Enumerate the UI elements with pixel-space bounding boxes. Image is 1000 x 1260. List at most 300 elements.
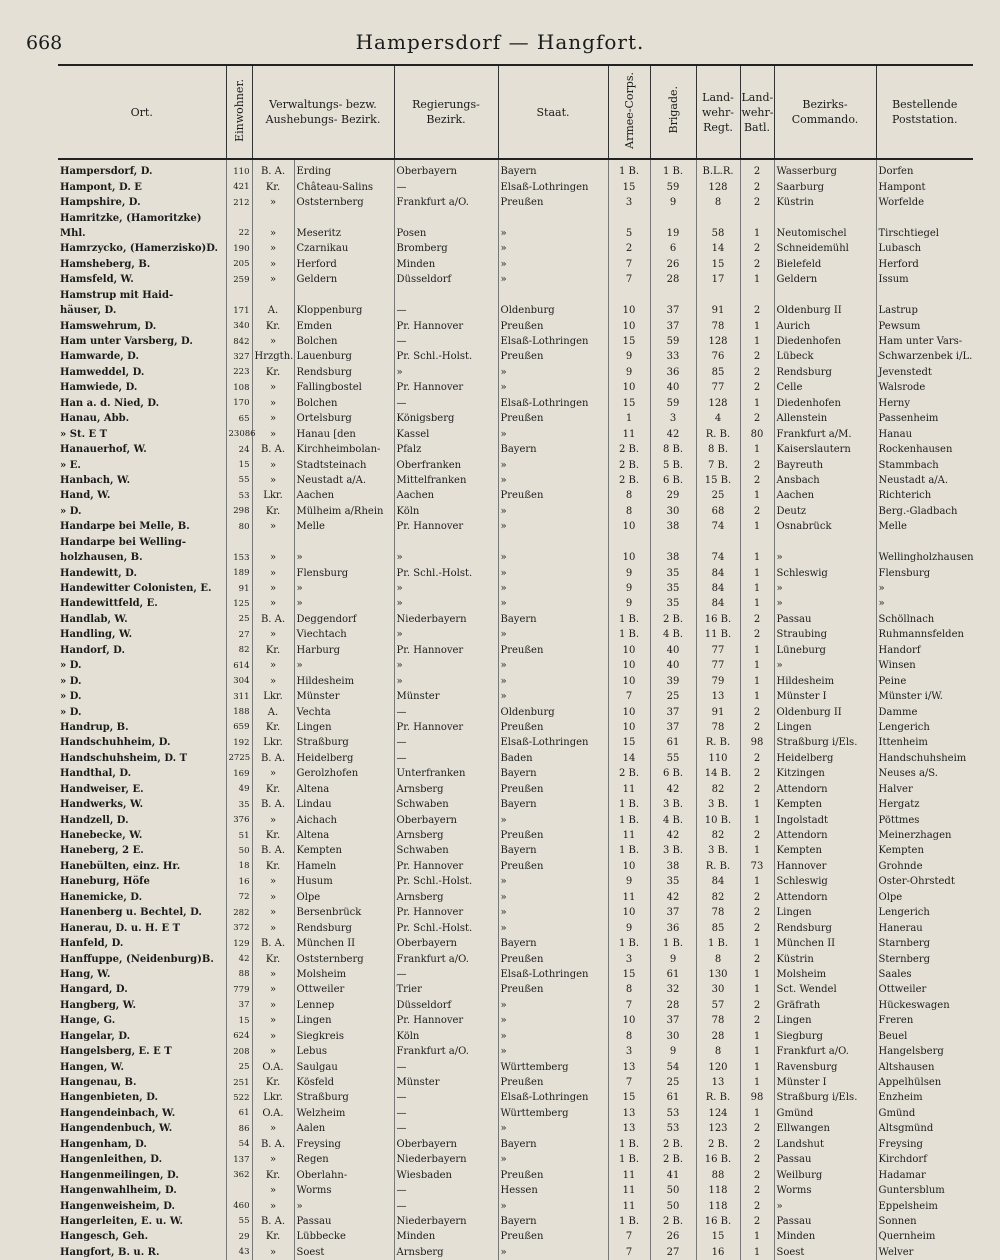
table-row — [58, 226, 973, 241]
cell-amt: A. — [252, 303, 294, 318]
table-row — [58, 673, 973, 688]
cell-landwehr-regt: 85 — [696, 920, 740, 935]
cell-staat: Elsaß-Lothringen — [498, 334, 608, 349]
cell-regierungsbezirk: » — [394, 658, 498, 673]
cell-einwohner: 35 — [226, 797, 252, 812]
cell-brigade: 59 — [650, 179, 696, 194]
table-row — [58, 859, 973, 874]
cell-bezirk: Flensburg — [294, 565, 394, 580]
cell-brigade: 54 — [650, 1059, 696, 1074]
cell-landwehr-batl: 2 — [740, 411, 774, 426]
cell-amt: » — [252, 905, 294, 920]
cell-brigade: 61 — [650, 967, 696, 982]
cell-landwehr-regt: R. B. — [696, 1090, 740, 1105]
cell-regierungsbezirk — [394, 535, 498, 550]
table-row — [58, 905, 973, 920]
cell-poststation: Damme — [876, 704, 973, 719]
cell-ort: Handarpe bei Melle, B. — [58, 519, 226, 534]
col-header-landwehr-regt: Land- wehr- Regt. — [696, 65, 740, 159]
table-row — [58, 303, 973, 318]
cell-regierungsbezirk: — — [394, 1090, 498, 1105]
cell-amt: B. A. — [252, 612, 294, 627]
table-row — [58, 967, 973, 982]
cell-landwehr-regt: 16 B. — [696, 612, 740, 627]
cell-regierungsbezirk: Oberbayern — [394, 159, 498, 179]
cell-bezirk: Fallingbostel — [294, 380, 394, 395]
cell-brigade: 26 — [650, 257, 696, 272]
cell-amt: » — [252, 272, 294, 287]
cell-brigade: 59 — [650, 334, 696, 349]
cell-ort: » D. — [58, 504, 226, 519]
cell-armeecorps: 11 — [608, 1198, 650, 1213]
cell-brigade: 28 — [650, 998, 696, 1013]
cell-landwehr-regt: R. B. — [696, 859, 740, 874]
cell-landwehr-regt: 77 — [696, 643, 740, 658]
cell-landwehr-regt: 91 — [696, 704, 740, 719]
cell-landwehr-batl: 2 — [740, 349, 774, 364]
cell-amt: Kr. — [252, 365, 294, 380]
cell-staat: Preußen — [498, 859, 608, 874]
cell-bezirkscommando: » — [774, 1198, 876, 1213]
cell-einwohner: 169 — [226, 766, 252, 781]
cell-bezirkscommando: Ravensburg — [774, 1059, 876, 1074]
cell-landwehr-batl: 80 — [740, 426, 774, 441]
cell-staat: » — [498, 812, 608, 827]
cell-einwohner: 91 — [226, 581, 252, 596]
cell-einwohner: 614 — [226, 658, 252, 673]
cell-armeecorps — [608, 288, 650, 303]
cell-landwehr-batl: 1 — [740, 1059, 774, 1074]
cell-bezirk: Molsheim — [294, 967, 394, 982]
cell-landwehr-batl: 1 — [740, 272, 774, 287]
cell-landwehr-regt: 3 B. — [696, 843, 740, 858]
table-row — [58, 550, 973, 565]
cell-bezirk: Ortelsburg — [294, 411, 394, 426]
col-header-brigade-text: Brigade. — [666, 86, 680, 134]
cell-ort: Handlab, W. — [58, 612, 226, 627]
cell-brigade: 41 — [650, 1167, 696, 1182]
cell-einwohner: 27 — [226, 627, 252, 642]
table-row — [58, 735, 973, 750]
cell-bezirk: Neustadt a/A. — [294, 473, 394, 488]
cell-regierungsbezirk: » — [394, 627, 498, 642]
cell-bezirk: Husum — [294, 874, 394, 889]
cell-ort: Handthal, D. — [58, 766, 226, 781]
cell-bezirk: Regen — [294, 1152, 394, 1167]
cell-poststation: Issum — [876, 272, 973, 287]
cell-regierungsbezirk: — — [394, 967, 498, 982]
cell-bezirk: Gerolzhofen — [294, 766, 394, 781]
cell-brigade: 36 — [650, 365, 696, 380]
cell-ort: Hangendenbuch, W. — [58, 1121, 226, 1136]
table-row — [58, 426, 973, 441]
cell-poststation: Münster i/W. — [876, 689, 973, 704]
cell-armeecorps: 11 — [608, 1167, 650, 1182]
cell-ort: » D. — [58, 658, 226, 673]
cell-landwehr-batl: 1 — [740, 1029, 774, 1044]
cell-poststation: Gmünd — [876, 1106, 973, 1121]
table-row — [58, 843, 973, 858]
cell-poststation: Halver — [876, 782, 973, 797]
cell-einwohner: 54 — [226, 1137, 252, 1152]
cell-ort: Hanfeld, D. — [58, 936, 226, 951]
cell-poststation: Beuel — [876, 1029, 973, 1044]
cell-ort: Handzell, D. — [58, 812, 226, 827]
table-row — [58, 874, 973, 889]
cell-staat: » — [498, 257, 608, 272]
cell-brigade: 37 — [650, 318, 696, 333]
cell-poststation: Hadamar — [876, 1167, 973, 1182]
table-header-row — [58, 65, 973, 159]
cell-regierungsbezirk: Pr. Hannover — [394, 519, 498, 534]
cell-landwehr-batl: 2 — [740, 1214, 774, 1229]
cell-amt: B. A. — [252, 159, 294, 179]
cell-poststation: Ham unter Vars- — [876, 334, 973, 349]
cell-brigade: 53 — [650, 1121, 696, 1136]
cell-armeecorps: 10 — [608, 643, 650, 658]
cell-landwehr-batl: 2 — [740, 1137, 774, 1152]
cell-regierungsbezirk: Pr. Schl.-Holst. — [394, 565, 498, 580]
cell-armeecorps: 1 B. — [608, 936, 650, 951]
cell-bezirkscommando: Rendsburg — [774, 365, 876, 380]
cell-armeecorps: 11 — [608, 782, 650, 797]
cell-staat: Preußen — [498, 643, 608, 658]
cell-poststation: Welver — [876, 1245, 973, 1260]
cell-landwehr-regt: 82 — [696, 828, 740, 843]
cell-landwehr-batl: 2 — [740, 951, 774, 966]
cell-bezirkscommando: Passau — [774, 1214, 876, 1229]
cell-armeecorps: 1 B. — [608, 627, 650, 642]
cell-landwehr-regt: 110 — [696, 751, 740, 766]
cell-einwohner: 43 — [226, 1245, 252, 1260]
cell-regierungsbezirk: Frankfurt a/O. — [394, 1044, 498, 1059]
cell-landwehr-batl — [740, 210, 774, 225]
col-header-bezirkscommando: Bezirks- Commando. — [774, 65, 876, 159]
cell-poststation: Oster-Ohrstedt — [876, 874, 973, 889]
table-row — [58, 1059, 973, 1074]
table-row — [58, 689, 973, 704]
cell-staat: Bayern — [498, 766, 608, 781]
cell-bezirk: Stadtsteinach — [294, 457, 394, 472]
cell-ort: Hampont, D. E — [58, 179, 226, 194]
cell-bezirk: Lindau — [294, 797, 394, 812]
cell-brigade: 2 B. — [650, 1137, 696, 1152]
cell-brigade: 35 — [650, 565, 696, 580]
col-header-armeecorps — [608, 65, 650, 159]
cell-staat: Bayern — [498, 843, 608, 858]
cell-ort: Hanebülten, einz. Hr. — [58, 859, 226, 874]
cell-ort: Handling, W. — [58, 627, 226, 642]
cell-bezirkscommando: Straßburg i/Els. — [774, 735, 876, 750]
cell-bezirk: » — [294, 596, 394, 611]
cell-regierungsbezirk: Minden — [394, 1229, 498, 1244]
cell-staat: Bayern — [498, 442, 608, 457]
cell-amt: » — [252, 874, 294, 889]
cell-landwehr-batl: 2 — [740, 1167, 774, 1182]
cell-staat: Elsaß-Lothringen — [498, 967, 608, 982]
cell-landwehr-batl: 1 — [740, 982, 774, 997]
cell-amt: Kr. — [252, 828, 294, 843]
cell-regierungsbezirk: Minden — [394, 257, 498, 272]
cell-staat: Elsaß-Lothringen — [498, 396, 608, 411]
cell-regierungsbezirk: Oberfranken — [394, 457, 498, 472]
cell-landwehr-regt: 77 — [696, 658, 740, 673]
cell-ort: » D. — [58, 689, 226, 704]
cell-amt: B. A. — [252, 843, 294, 858]
cell-bezirkscommando: » — [774, 550, 876, 565]
cell-bezirkscommando: Lüneburg — [774, 643, 876, 658]
cell-brigade: 4 B. — [650, 627, 696, 642]
cell-poststation: Hergatz — [876, 797, 973, 812]
cell-einwohner: 251 — [226, 1075, 252, 1090]
cell-armeecorps: 15 — [608, 396, 650, 411]
cell-amt: » — [252, 766, 294, 781]
table-row — [58, 1090, 973, 1105]
cell-brigade: 36 — [650, 920, 696, 935]
cell-landwehr-batl: 2 — [740, 998, 774, 1013]
cell-landwehr-regt: 84 — [696, 596, 740, 611]
cell-ort: Hangenau, B. — [58, 1075, 226, 1090]
cell-staat: Bayern — [498, 1214, 608, 1229]
cell-ort: Hamweddel, D. — [58, 365, 226, 380]
cell-landwehr-regt: 16 — [696, 1245, 740, 1260]
cell-bezirkscommando: Rendsburg — [774, 920, 876, 935]
cell-brigade: 53 — [650, 1106, 696, 1121]
cell-poststation: Lastrup — [876, 303, 973, 318]
cell-ort: Han a. d. Nied, D. — [58, 396, 226, 411]
cell-brigade: 3 B. — [650, 797, 696, 812]
cell-amt: B. A. — [252, 1137, 294, 1152]
cell-bezirk: Altena — [294, 828, 394, 843]
table-row — [58, 982, 973, 997]
cell-bezirk: Geldern — [294, 272, 394, 287]
cell-staat: Baden — [498, 751, 608, 766]
cell-einwohner — [226, 288, 252, 303]
cell-landwehr-batl: 1 — [740, 673, 774, 688]
cell-amt — [252, 288, 294, 303]
cell-amt: » — [252, 1198, 294, 1213]
table-row — [58, 334, 973, 349]
cell-staat: » — [498, 874, 608, 889]
cell-staat: » — [498, 1029, 608, 1044]
cell-regierungsbezirk: Pfalz — [394, 442, 498, 457]
cell-regierungsbezirk: — — [394, 704, 498, 719]
cell-armeecorps: 15 — [608, 1090, 650, 1105]
cell-regierungsbezirk: Oberbayern — [394, 936, 498, 951]
cell-armeecorps: 7 — [608, 272, 650, 287]
table-row — [58, 1075, 973, 1090]
cell-armeecorps: 1 B. — [608, 843, 650, 858]
cell-poststation: Herny — [876, 396, 973, 411]
cell-armeecorps — [608, 210, 650, 225]
table-row — [58, 1029, 973, 1044]
cell-brigade: 27 — [650, 1245, 696, 1260]
cell-einwohner: 42 — [226, 951, 252, 966]
cell-armeecorps: 3 — [608, 1044, 650, 1059]
table-row — [58, 890, 973, 905]
cell-ort: Hangenweisheim, D. — [58, 1198, 226, 1213]
cell-armeecorps: 13 — [608, 1059, 650, 1074]
cell-amt: » — [252, 565, 294, 580]
cell-ort: Hand, W. — [58, 488, 226, 503]
cell-poststation: » — [876, 596, 973, 611]
table-row — [58, 1106, 973, 1121]
cell-ort: Hangfort, B. u. R. — [58, 1245, 226, 1260]
cell-poststation: Sonnen — [876, 1214, 973, 1229]
cell-ort: Hanerau, D. u. H. E T — [58, 920, 226, 935]
cell-regierungsbezirk: Pr. Hannover — [394, 318, 498, 333]
cell-bezirkscommando — [774, 288, 876, 303]
cell-landwehr-batl: 1 — [740, 488, 774, 503]
cell-armeecorps: 2 — [608, 241, 650, 256]
table-row — [58, 704, 973, 719]
cell-landwehr-regt: 91 — [696, 303, 740, 318]
cell-einwohner: 212 — [226, 195, 252, 210]
cell-einwohner — [226, 210, 252, 225]
cell-einwohner: 171 — [226, 303, 252, 318]
cell-regierungsbezirk: Arnsberg — [394, 782, 498, 797]
cell-landwehr-regt: 74 — [696, 519, 740, 534]
cell-staat: » — [498, 272, 608, 287]
cell-ort: Hange, G. — [58, 1013, 226, 1028]
table-row — [58, 349, 973, 364]
cell-einwohner: 22 — [226, 226, 252, 241]
cell-armeecorps: 10 — [608, 658, 650, 673]
cell-regierungsbezirk: Pr. Hannover — [394, 905, 498, 920]
cell-brigade: 42 — [650, 890, 696, 905]
cell-einwohner: 372 — [226, 920, 252, 935]
cell-brigade: 8 B. — [650, 442, 696, 457]
cell-bezirkscommando: Osnabrück — [774, 519, 876, 534]
cell-amt: » — [252, 627, 294, 642]
cell-bezirkscommando: Heidelberg — [774, 751, 876, 766]
cell-ort: Hangen, W. — [58, 1059, 226, 1074]
cell-regierungsbezirk: Pr. Hannover — [394, 380, 498, 395]
cell-landwehr-regt: 130 — [696, 967, 740, 982]
gazetteer-table-frame — [58, 64, 974, 1258]
cell-bezirkscommando: Münster I — [774, 689, 876, 704]
cell-einwohner: 311 — [226, 689, 252, 704]
cell-regierungsbezirk: Pr. Hannover — [394, 1013, 498, 1028]
cell-amt: » — [252, 998, 294, 1013]
cell-landwehr-batl: 2 — [740, 766, 774, 781]
cell-bezirkscommando: Kempten — [774, 843, 876, 858]
cell-brigade: 30 — [650, 1029, 696, 1044]
cell-staat: » — [498, 1152, 608, 1167]
table-row — [58, 210, 973, 225]
cell-bezirkscommando: Attendorn — [774, 890, 876, 905]
cell-poststation: Ruhmannsfelden — [876, 627, 973, 642]
cell-bezirk: Aalen — [294, 1121, 394, 1136]
cell-poststation: Flensburg — [876, 565, 973, 580]
cell-staat: Preußen — [498, 782, 608, 797]
cell-amt: » — [252, 334, 294, 349]
cell-bezirkscommando: Straßburg i/Els. — [774, 1090, 876, 1105]
cell-bezirkscommando: Ellwangen — [774, 1121, 876, 1136]
cell-bezirk: Aichach — [294, 812, 394, 827]
cell-ort: » D. — [58, 704, 226, 719]
cell-landwehr-batl: 1 — [740, 936, 774, 951]
cell-ort: Hangenham, D. — [58, 1137, 226, 1152]
cell-poststation: Meinerzhagen — [876, 828, 973, 843]
cell-poststation: Altshausen — [876, 1059, 973, 1074]
cell-bezirk: Lübbecke — [294, 1229, 394, 1244]
cell-landwehr-batl: 1 — [740, 658, 774, 673]
cell-staat: » — [498, 890, 608, 905]
cell-ort: Ham unter Varsberg, D. — [58, 334, 226, 349]
cell-regierungsbezirk: Köln — [394, 504, 498, 519]
cell-poststation: Kirchdorf — [876, 1152, 973, 1167]
cell-brigade: 40 — [650, 643, 696, 658]
cell-amt: Kr. — [252, 1167, 294, 1182]
cell-amt: Kr. — [252, 1075, 294, 1090]
cell-landwehr-regt: 84 — [696, 581, 740, 596]
cell-landwehr-regt: 77 — [696, 380, 740, 395]
cell-bezirk: Kösfeld — [294, 1075, 394, 1090]
cell-brigade: 2 B. — [650, 1214, 696, 1229]
cell-poststation: Winsen — [876, 658, 973, 673]
cell-amt: » — [252, 982, 294, 997]
cell-armeecorps: 9 — [608, 596, 650, 611]
cell-einwohner: 421 — [226, 179, 252, 194]
table-row — [58, 1198, 973, 1213]
cell-poststation: Quernheim — [876, 1229, 973, 1244]
table-row — [58, 998, 973, 1013]
cell-armeecorps: 9 — [608, 349, 650, 364]
cell-landwehr-batl: 1 — [740, 689, 774, 704]
cell-bezirkscommando: Lingen — [774, 905, 876, 920]
cell-bezirk: Kirchheimbolan- — [294, 442, 394, 457]
table-row — [58, 473, 973, 488]
cell-staat: Württemberg — [498, 1106, 608, 1121]
cell-armeecorps: 10 — [608, 859, 650, 874]
cell-staat: » — [498, 226, 608, 241]
cell-poststation: Herford — [876, 257, 973, 272]
cell-landwehr-batl: 2 — [740, 720, 774, 735]
cell-landwehr-regt: 74 — [696, 550, 740, 565]
cell-staat: Preußen — [498, 828, 608, 843]
cell-poststation: Lengerich — [876, 720, 973, 735]
cell-staat: » — [498, 658, 608, 673]
cell-amt: » — [252, 473, 294, 488]
cell-amt: » — [252, 1121, 294, 1136]
table-row — [58, 159, 973, 179]
cell-landwehr-batl: 1 — [740, 581, 774, 596]
cell-bezirkscommando: Saarburg — [774, 179, 876, 194]
cell-staat: » — [498, 581, 608, 596]
cell-amt: Kr. — [252, 720, 294, 735]
cell-amt: B. A. — [252, 442, 294, 457]
cell-bezirkscommando — [774, 210, 876, 225]
cell-landwehr-regt: 16 B. — [696, 1214, 740, 1229]
cell-armeecorps: 9 — [608, 365, 650, 380]
cell-ort: Hamstrup mit Haid- — [58, 288, 226, 303]
cell-poststation: Appelhülsen — [876, 1075, 973, 1090]
cell-poststation: Peine — [876, 673, 973, 688]
cell-staat: » — [498, 426, 608, 441]
cell-amt: » — [252, 1152, 294, 1167]
cell-landwehr-batl: 2 — [740, 473, 774, 488]
cell-armeecorps: 1 B. — [608, 1152, 650, 1167]
cell-amt: A. — [252, 704, 294, 719]
cell-bezirk: Soest — [294, 1245, 394, 1260]
cell-einwohner: 327 — [226, 349, 252, 364]
cell-landwehr-batl: 1 — [740, 550, 774, 565]
cell-armeecorps: 14 — [608, 751, 650, 766]
cell-staat: » — [498, 1044, 608, 1059]
cell-einwohner: 72 — [226, 890, 252, 905]
cell-staat: Preußen — [498, 195, 608, 210]
